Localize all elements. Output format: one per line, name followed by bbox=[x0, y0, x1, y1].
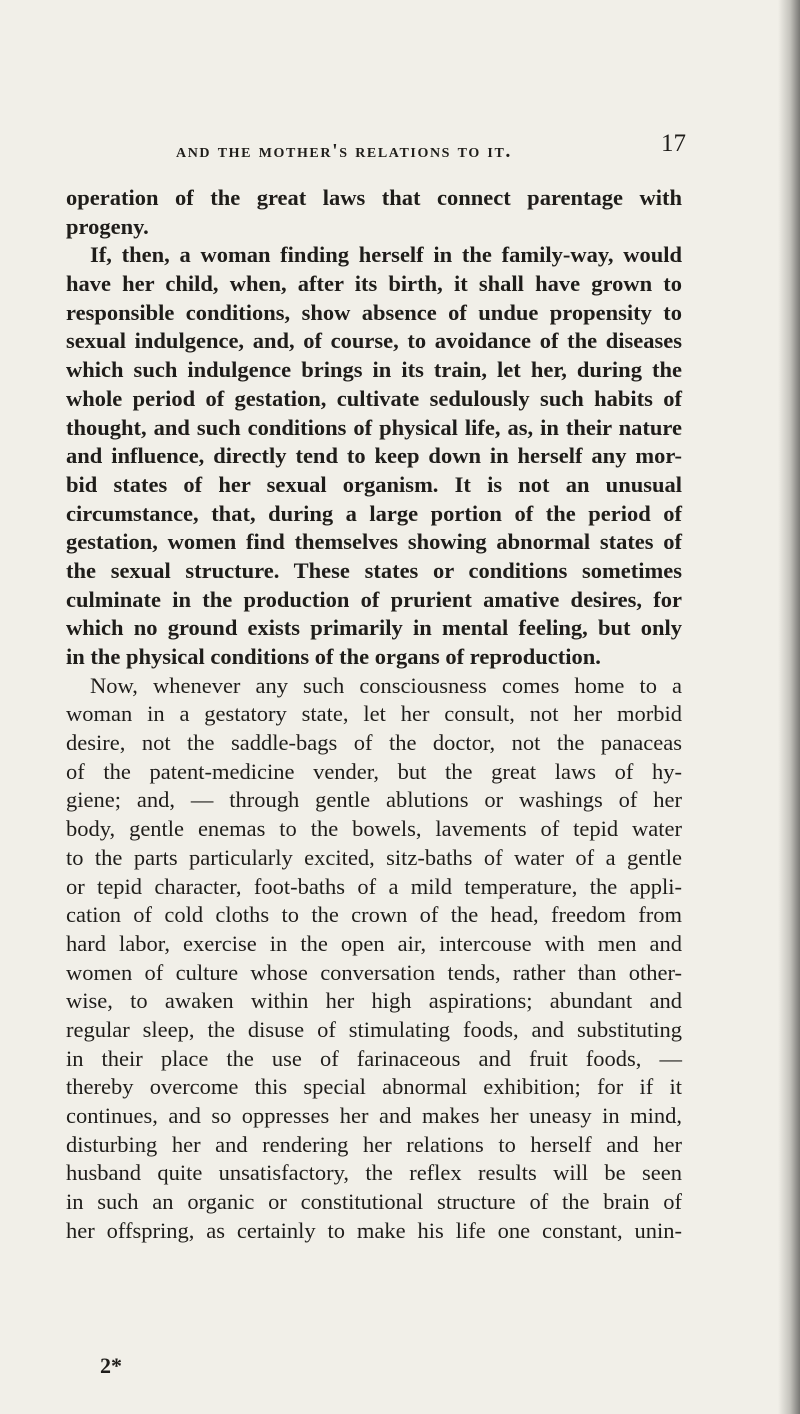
page-number: 17 bbox=[661, 130, 686, 157]
text-line: her offspring, as certainly to make his life one constant, unin- bbox=[66, 1217, 682, 1243]
text-line: thought, and such conditions of physical life, as, in their nature bbox=[66, 414, 682, 440]
text-line: or tepid character, foot-baths of a mild temperature, the appli- bbox=[66, 873, 682, 899]
text-line: responsible conditions, show absence of undue propensity to bbox=[66, 299, 682, 325]
text-line: which such indulgence brings in its train, let her, during the bbox=[66, 357, 682, 383]
text-line: giene; and, — through gentle ablutions or washings of her bbox=[66, 787, 682, 813]
text-line: in such an organic or constitutional structure of the brain of bbox=[66, 1189, 682, 1215]
text-line: bid states of her sexual organism. It is not an unusual bbox=[66, 471, 682, 497]
text-line: to the parts particularly excited, sitz-baths of water of a gentle bbox=[66, 844, 682, 870]
signature-mark: 2* bbox=[100, 1353, 122, 1378]
text-line: wise, to awaken within her high aspirations; abundant and bbox=[66, 988, 682, 1014]
text-line: which no ground exists primarily in mental feeling, but only bbox=[66, 615, 682, 641]
text-line: desire, not the saddle-bags of the doctor, not the panaceas bbox=[66, 730, 682, 756]
text-line: women of culture whose conversation tends, rather than other- bbox=[66, 959, 682, 985]
text-line: circumstance, that, during a large portion of the period of bbox=[66, 500, 682, 526]
text-line: the sexual structure. These states or conditions sometimes bbox=[66, 557, 682, 583]
text-line: disturbing her and rendering her relations to herself and her bbox=[66, 1131, 682, 1157]
text-line: culminate in the production of prurient amative desires, for bbox=[66, 586, 682, 612]
text-line: husband quite unsatisfactory, the reflex results will be seen bbox=[66, 1160, 682, 1186]
text-line: body, gentle enemas to the bowels, lavements of tepid water bbox=[66, 816, 682, 842]
text-line: cation of cold cloths to the crown of the head, freedom from bbox=[66, 902, 682, 928]
running-title: and the mother's relations to it. bbox=[176, 140, 513, 162]
page-header bbox=[176, 130, 686, 170]
text-line: whole period of gestation, cultivate sedulously such habits of bbox=[66, 385, 682, 411]
text-line: progeny. bbox=[66, 213, 149, 239]
text-line: operation of the great laws that connect parentage with bbox=[66, 185, 682, 210]
text-line: hard labor, exercise in the open air, intercouse with men and bbox=[66, 930, 682, 956]
text-line: of the patent-medicine vender, but the great laws of hy- bbox=[66, 758, 682, 784]
text-line: continues, and so oppresses her and makes her uneasy in mind, bbox=[66, 1103, 682, 1128]
text-line: Now, whenever any such consciousness comes home to a bbox=[90, 672, 682, 698]
text-line: woman in a gestatory state, let her consult, not her morbid bbox=[66, 701, 682, 727]
page-edge-shadow bbox=[778, 0, 800, 1414]
text-line: sexual indulgence, and, of course, to avoidance of the diseases bbox=[66, 328, 682, 354]
text-line: have her child, when, after its birth, it shall have grown to bbox=[66, 271, 682, 297]
text-line: in the physical conditions of the organs of reproduction. bbox=[66, 644, 601, 669]
text-line: gestation, women find themselves showing abnormal states of bbox=[66, 529, 682, 555]
text-line: thereby overcome this special abnormal exhibition; for if it bbox=[66, 1074, 682, 1100]
text-line: in their place the use of farinaceous and fruit foods, — bbox=[66, 1045, 682, 1071]
text-line: and influence, directly tend to keep down in herself any mor- bbox=[66, 443, 682, 469]
text-line: If, then, a woman finding herself in the family-way, would bbox=[90, 242, 682, 268]
body-text bbox=[66, 184, 682, 1245]
text-line: regular sleep, the disuse of stimulating foods, and substituting bbox=[66, 1016, 682, 1042]
